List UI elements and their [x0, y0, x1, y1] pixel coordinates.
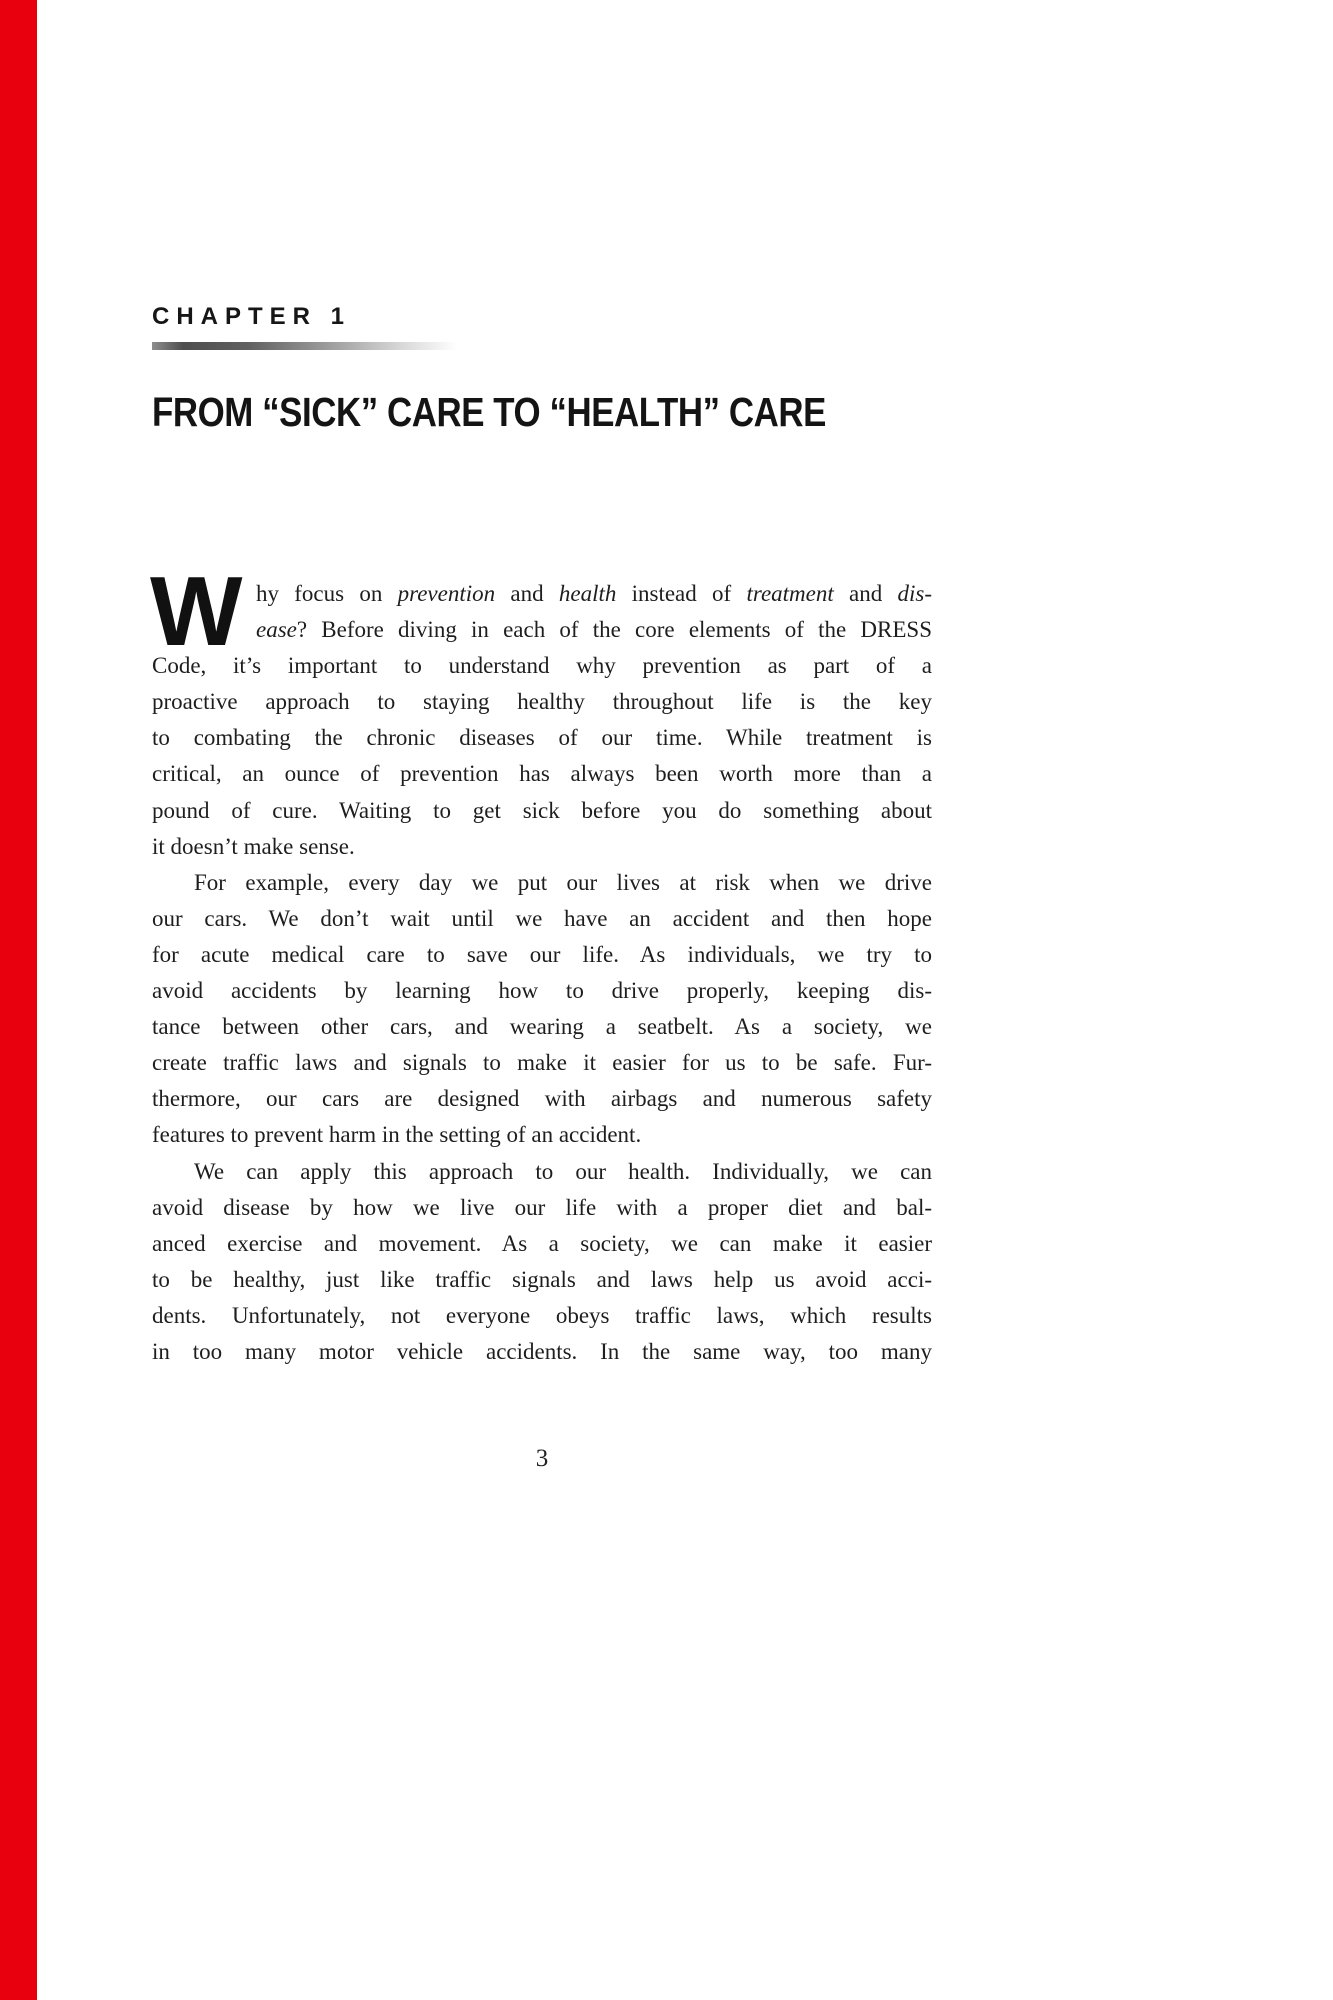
- body-italic-segment: prevention: [397, 581, 496, 606]
- body-line: [152, 937, 932, 973]
- body-segment: ? Before diving in each of the core elements of the DRESS: [296, 617, 932, 643]
- body-line: [152, 865, 932, 901]
- red-accent-bar: [0, 0, 37, 2000]
- chapter-label: CHAPTER 1: [152, 303, 352, 330]
- body-line: [152, 1117, 932, 1153]
- body-segment: create traffic laws and signals to make it easier for us to be safe. Fur-: [152, 1050, 932, 1076]
- body-segment: We can apply this approach to our health. Individually, we can: [194, 1158, 932, 1184]
- body-line: [152, 756, 932, 792]
- body-segment: to combating the chronic diseases of our time. While treatment is: [152, 725, 932, 751]
- body-segment: critical, an ounce of prevention has always been worth more than a: [152, 761, 932, 787]
- body-segment: our cars. We don’t wait until we have an accident and then hope: [152, 905, 932, 931]
- body-italic-segment: ease: [256, 617, 297, 643]
- body-line: [152, 1262, 932, 1298]
- body-line: [152, 1298, 932, 1334]
- body-line: [152, 1154, 932, 1190]
- page-title: FROM “SICK” CARE TO “HEALTH” CARE: [152, 389, 826, 435]
- body-segment: in too many motor vehicle accidents. In the same way, too many: [152, 1338, 932, 1364]
- body-segment: hy focus on: [256, 581, 398, 606]
- body-segment: avoid disease by how we live our life with a proper diet and bal-: [152, 1194, 932, 1220]
- body-line: [152, 720, 932, 756]
- body-line: [152, 1045, 932, 1081]
- body-segment: and: [833, 581, 898, 606]
- body-segment: pound of cure. Waiting to get sick before you do something about: [152, 797, 932, 823]
- drop-cap: W: [150, 556, 243, 666]
- body-segment: instead of: [616, 581, 747, 606]
- body-segment: anced exercise and movement. As a society, we can make it easier: [152, 1230, 932, 1256]
- body-segment: it doesn’t make sense.: [152, 833, 355, 859]
- body-text: [152, 576, 932, 1370]
- body-line: [152, 901, 932, 937]
- body-line: [152, 1190, 932, 1226]
- body-line: [152, 612, 932, 648]
- body-line: [152, 829, 932, 865]
- body-segment: features to prevent harm in the setting of an accident.: [152, 1122, 642, 1148]
- chapter-gradient-rule: [152, 342, 467, 350]
- body-segment: thermore, our cars are designed with airbags and numerous safety: [152, 1086, 932, 1112]
- body-italic-segment: health: [558, 581, 617, 606]
- body-line: [152, 1009, 932, 1045]
- body-line: [152, 1081, 932, 1117]
- body-segment: Code, it’s important to understand why prevention as part of a: [152, 653, 932, 679]
- body-line: [152, 576, 932, 612]
- body-segment: dents. Unfortunately, not everyone obeys traffic laws, which results: [152, 1302, 932, 1328]
- body-line: [152, 648, 932, 684]
- body-segment: for acute medical care to save our life. As individuals, we try to: [152, 941, 932, 967]
- page-number: 3: [535, 1445, 549, 1472]
- body-segment: proactive approach to staying healthy throughout life is the key: [152, 689, 932, 715]
- body-line: [152, 684, 932, 720]
- body-segment: avoid accidents by learning how to drive properly, keeping dis-: [152, 978, 932, 1004]
- body-line: [152, 1334, 932, 1370]
- body-italic-segment: dis-: [897, 581, 932, 606]
- body-line: [152, 793, 932, 829]
- body-segment: and: [495, 581, 559, 606]
- body-segment: For example, every day we put our lives at risk when we drive: [194, 869, 932, 895]
- body-segment: to be healthy, just like traffic signals and laws help us avoid acci-: [152, 1266, 932, 1292]
- body-italic-segment: treatment: [746, 581, 834, 606]
- body-line: [152, 973, 932, 1009]
- body-segment: tance between other cars, and wearing a seatbelt. As a society, we: [152, 1014, 932, 1040]
- body-line: [152, 1226, 932, 1262]
